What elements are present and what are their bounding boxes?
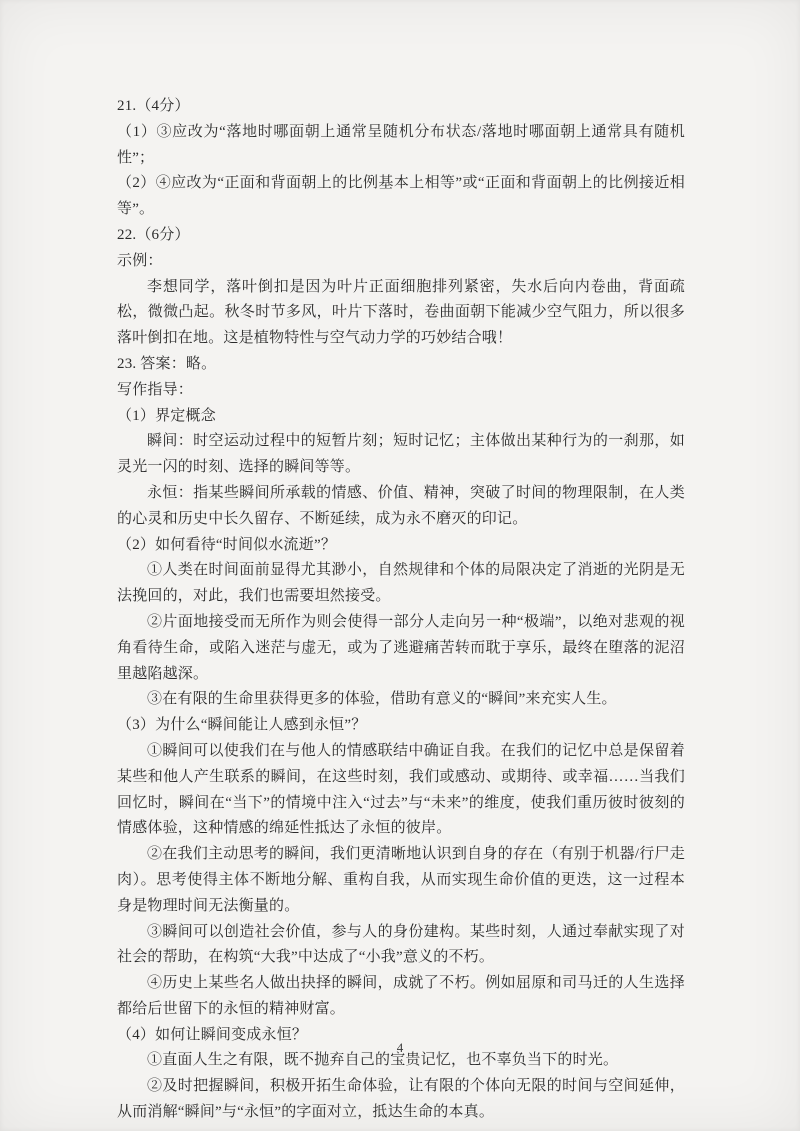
paragraph: 23. 答案：略。 [117,355,217,372]
paragraph: ②片面地接受而无所作为则会使得一部分人走向另一种“极端”，以绝对悲观的视角看待生命，或陷入迷茫与虚无，或为了逃避痛苦转而耽于享乐，最终在堕落的泥沼里越陷越深。 [117,613,685,682]
paragraph: （3）为什么“瞬间能让人感到永恒”？ [117,717,367,734]
paragraph: 21.（4分） [117,98,190,114]
paragraph: ③瞬间可以创造社会价值，参与人的身份建构。某些时刻，人通过奉献实现了对社会的帮助，在构筑“大我”中达成了“小我”意义的不朽。 [117,923,685,966]
paragraph: （1）③应改为“落地时哪面朝上通常呈随机分布状态/落地时哪面朝上通常具有随机性”； [117,123,685,166]
paragraph: 22.（6分） [117,226,190,243]
document-body [117,94,685,1126]
paragraph: 瞬间：时空运动过程中的短暂片刻；短时记忆；主体做出某种行为的一刹那，如灵光一闪的时刻、选择的瞬间等等。 [117,433,685,476]
paragraph: 写作指导： [117,381,194,398]
paragraph: ③在有限的生命里获得更多的体验，借助有意义的“瞬间”来充实人生。 [147,691,617,708]
paragraph: ②及时把握瞬间，积极开拓生命体验，让有限的个体向无限的时间与空间延伸，从而消解“瞬间”与“永恒”的字面对立，抵达生命的本真。 [117,1078,685,1121]
page-number: 4 [396,1040,404,1055]
paragraph: （2）④应改为“正面和背面朝上的比例基本上相等”或“正面和背面朝上的比例接近相等”。 [117,175,685,218]
paragraph: 示例： [117,252,163,269]
paragraph: （4）如何让瞬间变成永恒？ [117,1026,308,1043]
paragraph: 永恒：指某些瞬间所承载的情感、价值、精神，突破了时间的物理限制，在人类的心灵和历史中长久留存、不断延续，成为永不磨灭的印记。 [117,484,685,527]
paragraph: （2）如何看待“时间似水流逝”？ [117,536,337,553]
paragraph: （1）界定概念 [117,407,216,424]
paragraph: ④历史上某些名人做出抉择的瞬间，成就了不朽。例如屈原和司马迁的人生选择都给后世留下的永恒的精神财富。 [117,975,685,1017]
paragraph: ①直面人生之有限，既不抛弃自己的宝贵记忆，也不辜负当下的时光。 [147,1052,619,1069]
paragraph: ①瞬间可以使我们在与他人的情感联结中确证自我。在我们的记忆中总是保留着某些和他人产生联系的瞬间，在这些时刻，我们或感动、或期待、或幸福……当我们回忆时，瞬间在“当下”的情境中注入“过去”与“未来”的维度，使我们重历彼时彼刻的情感体验，这种情感的绵延性抵达了永恒的彼岸。 [117,742,685,837]
paragraph: ①人类在时间面前显得尤其渺小，自然规律和个体的局限决定了消逝的光阴是无法挽回的，对此，我们也需要坦然接受。 [117,562,685,605]
paragraph: ②在我们主动思考的瞬间，我们更清晰地认识到自身的存在（有别于机器/行尸走肉）。思考使得主体不断地分解、重构自我，从而实现生命价值的更迭，这一过程本身是物理时间无法衡量的。 [117,846,685,914]
paragraph: 李想同学，落叶倒扣是因为叶片正面细胞排列紧密，失水后向内卷曲，背面疏松，微微凸起。秋冬时节多风，叶片下落时，卷曲面朝下能减少空气阻力，所以很多落叶倒扣在地。这是植物特性与空气动力学的巧妙结合哦！ [117,278,685,347]
